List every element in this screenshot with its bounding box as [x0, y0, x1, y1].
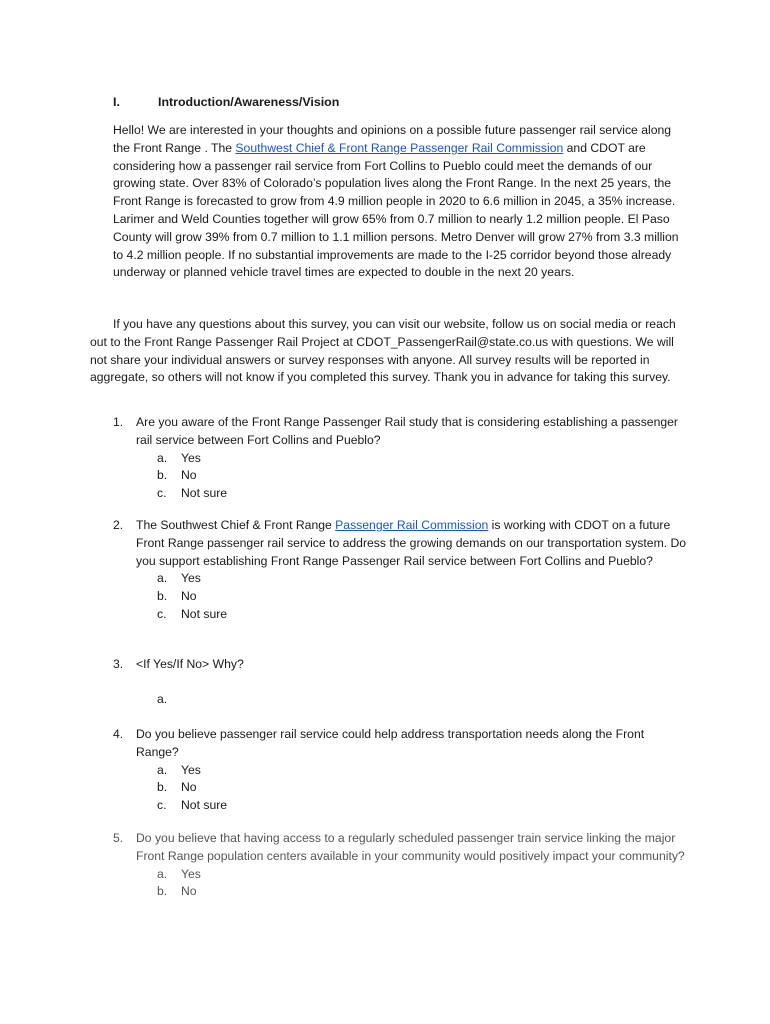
option-letter: b.: [157, 780, 168, 795]
intro-text-2: and CDOT are considering how a passenger rail service from Fort Collins to Pueblo could meet the demands of our growing state. Over 83% of Colorado’s population lives along the Front Range. In the next 25 years, the Front Range is forecasted to grow from 4.9 million people in 2020 to 6.6 million in 2045, a 35% increase. Larimer and Weld Counties together will grow 65% from 0.7 million to nearly 1.2 million people. El Paso County will grow 39% from 0.7 million to 1.1 million persons. Metro Denver will grow 27% from 3.3 million to 4.2 million people. If no substantial improvements are made to the I-25 corridor beyond those already underway or planned vehicle travel times are expected to double in the next 20 years.: [113, 140, 679, 280]
option-letter: b.: [157, 468, 168, 483]
option-label: Yes: [181, 866, 201, 881]
option-label: No: [181, 468, 197, 483]
option-label: No: [181, 589, 197, 604]
question-text: Are you aware of the Front Range Passenger Rail study that is considering establishing a passenger rail service between Fort Collins and Pueblo?: [136, 415, 678, 447]
question-text: Do you believe passenger rail service could help address transportation needs along the Front Range?: [136, 727, 645, 759]
question-number: 4.: [113, 727, 124, 741]
option-letter: a.: [157, 762, 168, 777]
option-yes[interactable]: [157, 762, 688, 780]
option-letter: a.: [157, 571, 168, 586]
answer-options: [157, 762, 688, 815]
option-label: Not sure: [181, 486, 228, 501]
question-text: [136, 517, 688, 570]
option-no[interactable]: [157, 588, 688, 606]
option-no[interactable]: [157, 883, 688, 901]
section-heading: [113, 94, 339, 112]
option-letter: b.: [157, 589, 168, 604]
answer-options: [157, 450, 688, 503]
question-number: 3.: [113, 657, 124, 671]
option-not-sure[interactable]: [157, 485, 688, 503]
commission-link[interactable]: Passenger Rail Commission: [335, 518, 489, 532]
option-label: No: [181, 884, 197, 899]
question-text: <If Yes/If No> Why?: [136, 657, 244, 671]
option-letter: a.: [157, 450, 168, 465]
option-yes[interactable]: [157, 866, 688, 884]
option-letter: c.: [157, 486, 167, 501]
option-label: No: [181, 780, 197, 795]
option-not-sure[interactable]: [157, 606, 688, 624]
option-no[interactable]: [157, 467, 688, 485]
intro-paragraph: [113, 122, 681, 282]
option-label: Not sure: [181, 798, 228, 813]
option-letter: b.: [157, 884, 168, 899]
option-not-sure[interactable]: [157, 797, 688, 815]
question-4: [113, 726, 688, 815]
question-number: 5.: [113, 831, 124, 845]
option-label: Yes: [181, 571, 201, 586]
option-no[interactable]: [157, 779, 688, 797]
option-label: Yes: [181, 450, 201, 465]
question-text-part: is working with CDOT on a future Front Range passenger rail service to address the growing demands on our transportation system. Do you support establishing Front Range Passenger Rail service between Fort Collins and Pueblo?: [136, 518, 687, 568]
question-text-part: The Southwest Chief & Front Range: [136, 518, 336, 532]
option-letter: a.: [157, 691, 168, 706]
question-2: [113, 517, 688, 624]
commission-link[interactable]: Southwest Chief & Front Range Passenger Rail Commission: [235, 140, 564, 155]
section-number: I.: [113, 95, 120, 109]
option-yes[interactable]: [157, 570, 688, 588]
contact-paragraph: If you have any questions about this survey, you can visit our website, follow us on social media or reach out to the Front Range Passenger Rail Project at CDOT_PassengerRail@state.co.us with questions. We will not share your individual answers or survey responses with anyone. All survey results will be reported in aggregate, so others will not know if you completed this survey. Thank you in advance for taking this survey.: [90, 317, 676, 385]
question-number: 2.: [113, 518, 124, 532]
intro-text-1: Hello! We are interested in your thoughts and opinions on a possible future passenger rail service along the Front Range . The: [113, 123, 672, 155]
option-letter: a.: [157, 866, 168, 881]
option-label: Not sure: [181, 606, 228, 621]
question-number: 1.: [113, 415, 124, 429]
question-5: [113, 830, 688, 901]
option-letter: c.: [157, 798, 167, 813]
question-3: [113, 656, 688, 706]
option-label: Yes: [181, 762, 201, 777]
option-yes[interactable]: [157, 450, 688, 468]
answer-options: [157, 866, 688, 902]
question-text: Do you believe that having access to a regularly scheduled passenger train service linking the major Front Range population centers available in your community would positively impact your community?: [136, 831, 685, 863]
answer-options: [157, 570, 688, 623]
option-letter: c.: [157, 606, 167, 621]
section-title: Introduction/Awareness/Vision: [158, 95, 340, 109]
question-1: [113, 414, 688, 503]
